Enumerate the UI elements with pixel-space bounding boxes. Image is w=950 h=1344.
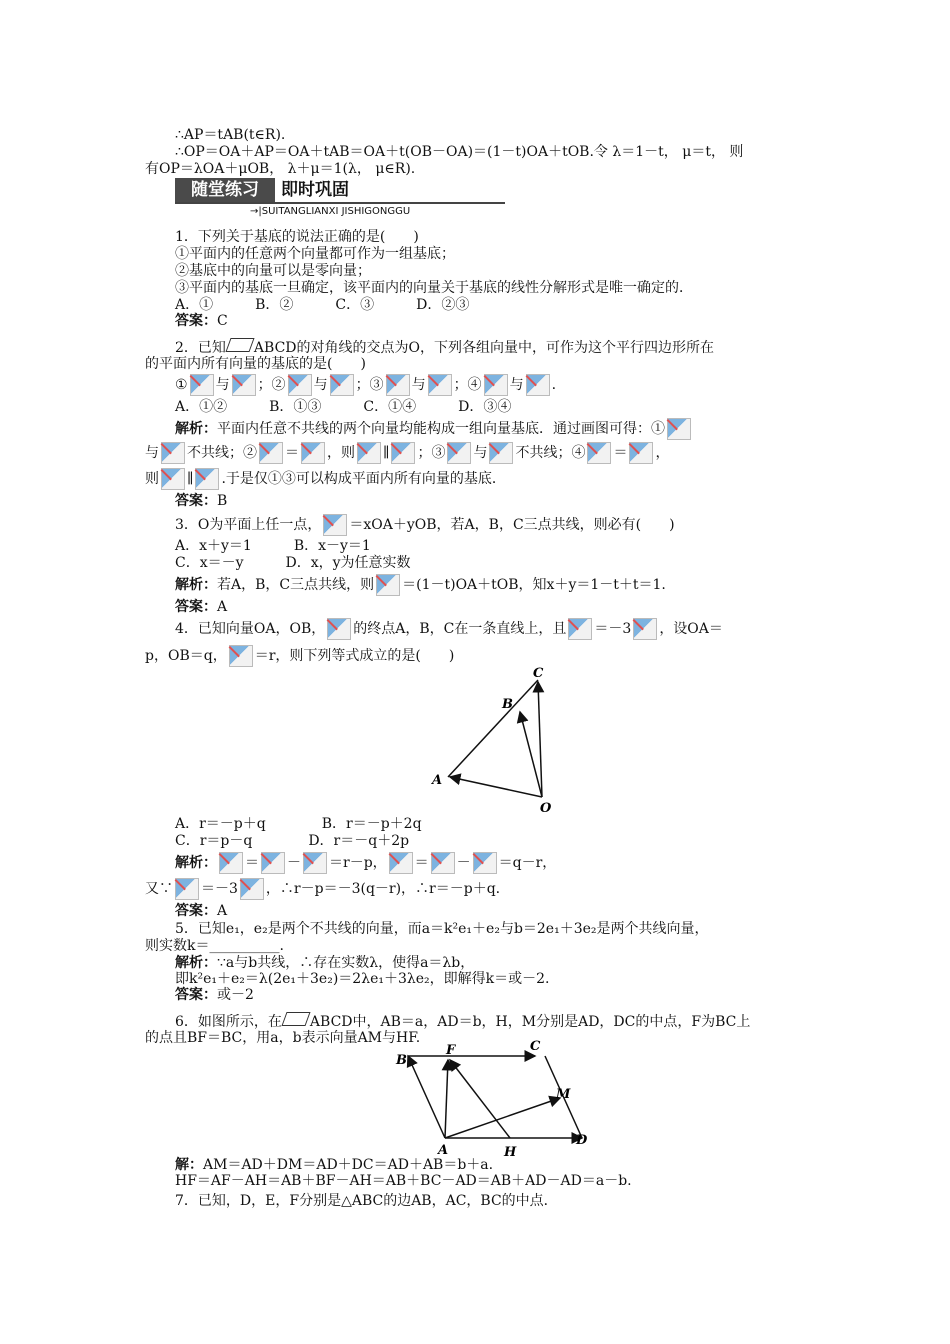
vector-icon bbox=[386, 374, 410, 396]
section-banner bbox=[175, 178, 505, 202]
q5-answer: 答案：或－2 bbox=[175, 987, 254, 1003]
banner-dark: 随堂练习 bbox=[175, 178, 275, 202]
intro-line-3: 有OP＝λOA＋μOB， λ＋μ＝1(λ， μ∈R). bbox=[145, 161, 416, 177]
q3-options: A．x＋y＝1 B．x－y＝1 bbox=[175, 538, 371, 554]
q4-analysis-2: 又∵ ＝－3 ，∴r－p＝－3(q－r)，∴r＝－p＋q. bbox=[145, 878, 500, 900]
intro-line-1: ∴AP＝tAB(t∈R). bbox=[175, 127, 286, 143]
q5-stem: 5．已知e₁，e₂是两个不共线的向量，而a＝k²e₁＋e₂与b＝2e₁＋3e₂是两个共线向量， bbox=[175, 921, 709, 937]
q2-answer: 答案：B bbox=[175, 493, 228, 509]
q2-analysis-3: 则 ∥ .于是仅①③可以构成平面内所有向量的基底． bbox=[145, 468, 506, 490]
label-H: H bbox=[504, 1145, 517, 1158]
q1-item: ③平面内的基底一旦确定，该平面内的向量关于基底的线性分解形式是唯一确定的． bbox=[175, 280, 693, 296]
q2-analysis-2: 与 不共线；② ＝ ，则 ∥ ；③ 与 不共线；④ ＝ ， bbox=[145, 442, 669, 464]
q7-stem: 7．已知，D，E，F分别是△ABC的边AB，AC，BC的中点． bbox=[175, 1193, 558, 1209]
q4-analysis: 解析： ＝ － ＝r－p， ＝ － ＝q－r， bbox=[175, 852, 556, 874]
q2-stem: 2．已知 ABCD的对角线的交点为O，下列各组向量中，可作为这个平行四边形所在 bbox=[175, 340, 714, 356]
label-B: B bbox=[396, 1053, 407, 1068]
q3-answer: 答案：A bbox=[175, 599, 228, 615]
q5-analysis-2: 即k²e₁＋e₂＝λ(2e₁＋3e₂)＝2λe₁＋3λe₂，即解得k＝或－2. bbox=[175, 971, 550, 987]
label-A: A bbox=[432, 773, 443, 788]
label-O: O bbox=[540, 801, 552, 816]
vector-icon bbox=[232, 374, 256, 396]
q6-solution: 解：AM＝AD＋DM＝AD＋DC＝AD＋AB＝b＋a. bbox=[175, 1157, 494, 1173]
q2-pairs: ① 与 ；② 与 ；③ 与 ；④ 与 . bbox=[175, 374, 556, 396]
label-C: C bbox=[530, 1040, 541, 1054]
label-A: A bbox=[438, 1143, 449, 1158]
vector-icon bbox=[330, 374, 354, 396]
banner-subtitle: →|SUITANGLIANXI JISHIGONGGU bbox=[250, 206, 411, 217]
vector-icon bbox=[667, 418, 691, 440]
q1-answer: 答案：C bbox=[175, 313, 228, 329]
q1-item: ②基底中的向量可以是零向量； bbox=[175, 263, 371, 279]
q4-triangle-figure bbox=[420, 660, 570, 820]
vector-icon bbox=[288, 374, 312, 396]
q2-analysis: 解析：平面内任意不共线的两个向量均能构成一组向量基底．通过画图可得：① bbox=[175, 418, 693, 440]
vector-icon bbox=[526, 374, 550, 396]
banner-light: 即时巩固 bbox=[281, 180, 349, 200]
q5-analysis: 解析：∵a与b共线，∴存在实数λ，使得a＝λb， bbox=[175, 955, 475, 971]
q1-options: A．① B．② C．③ D．②③ bbox=[175, 297, 470, 313]
q6-parallelogram-figure bbox=[390, 1040, 600, 1158]
q3-stem: 3．O为平面上任一点， ＝xOA＋yOB，若A，B，C三点共线，则必有( ) bbox=[175, 514, 675, 536]
q1-item: ①平面内的任意两个向量都可作为一组基底； bbox=[175, 246, 455, 262]
q4-options: A．r＝－p＋q B．r＝－p＋2q bbox=[175, 816, 422, 832]
q5-stem-2: 则实数k＝__________. bbox=[145, 938, 284, 954]
q6-stem: 6．如图所示，在 ABCD中，AB＝a，AD＝b，H，M分别是AD，DC的中点，F为BC上 bbox=[175, 1014, 751, 1030]
q6-stem-2: 的点且BF＝BC，用a，b表示向量AM与HF. bbox=[145, 1030, 421, 1046]
label-D: D bbox=[576, 1133, 588, 1148]
label-C: C bbox=[533, 666, 544, 681]
q4-options: C．r＝p－q D．r＝－q＋2p bbox=[175, 833, 410, 849]
q4-answer: 答案：A bbox=[175, 903, 228, 919]
q2-options: A．①② B．①③ C．①④ D．③④ bbox=[175, 399, 512, 415]
vector-icon bbox=[484, 374, 508, 396]
q3-analysis: 解析：若A，B，C三点共线，则 ＝(1－t)OA＋tOB，知x＋y＝1－t＋t＝1. bbox=[175, 574, 666, 596]
q4-stem-2: p，OB＝q， ＝r，则下列等式成立的是( ) bbox=[145, 645, 454, 667]
label-B: B bbox=[502, 697, 513, 712]
q6-solution-2: HF＝AF－AH＝AB＋BF－AH＝AB＋BC－AD＝AB＋AD－AD＝a－b. bbox=[175, 1173, 632, 1189]
q2-stem-2: 的平面内所有向量的基底的是( ) bbox=[145, 356, 366, 372]
q3-options: C．x＝－y D．x，y为任意实数 bbox=[175, 555, 411, 571]
intro-line-2: ∴OP＝OA＋AP＝OA＋tAB＝OA＋t(OB－OA)＝(1－t)OA＋tOB.令 λ＝1－t， μ＝t， 则 bbox=[175, 144, 744, 160]
q1-stem: 1．下列关于基底的说法正确的是( ) bbox=[175, 229, 419, 245]
q4-stem: 4．已知向量OA，OB， 的终点A，B，C在一条直线上，且 ＝－3 ，设OA＝ bbox=[175, 618, 723, 640]
label-M: M bbox=[556, 1087, 571, 1102]
vector-icon bbox=[428, 374, 452, 396]
label-F: F bbox=[446, 1043, 456, 1058]
vector-icon bbox=[190, 374, 214, 396]
